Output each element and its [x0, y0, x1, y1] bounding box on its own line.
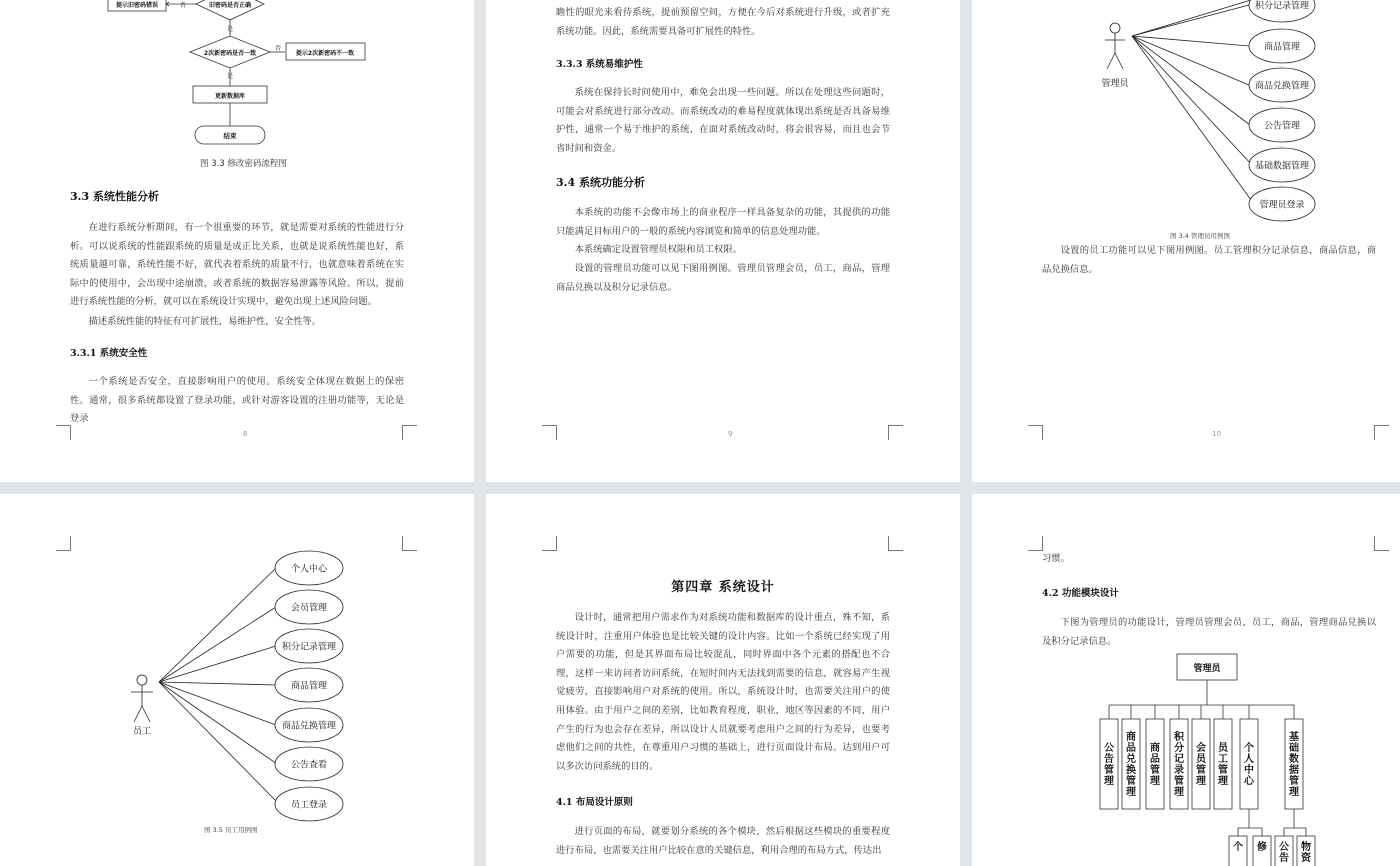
flow-label-no1: 否: [180, 2, 187, 9]
submodule-label: 修: [1257, 842, 1267, 853]
usecase-label: 个人中心: [290, 564, 328, 575]
paragraph: 本系统的功能不会像市场上的商业程序一样具备复杂的功能，其提供的功能只能满足目标用户的一般的系统内容浏览和简单的信息处理功能。: [556, 207, 890, 237]
section-heading: 3.4 系统功能分析: [556, 176, 645, 189]
section-heading: 4.1 布局设计原则: [556, 797, 633, 808]
actor-admin-label: 管理员: [1101, 79, 1129, 89]
paragraph: 系统在保持长时间使用中，难免会出现一些问题。所以在处理这些问题时，可能会对系统进行部分改动。而系统改动的难易程度就体现出系统是否具备易维护性，通常一个易于维护的系统，在面对系统改动时，将会很容易，而且也会节省时间和资金。: [556, 87, 890, 154]
usecase-label: 商品兑换管理: [281, 721, 337, 732]
document-page-employee-usecase: [0, 494, 474, 866]
section-heading: 3.3 系统性能分析: [70, 190, 159, 203]
paragraph: 一个系统是否安全，直接影响用户的使用。系统安全体现在数据上的保密性。通常，很多系统都设置了登录功能，或针对游客设置的注册功能等，无论是登录: [70, 376, 404, 425]
flow-node-confirm-label: 2次新密码是否一致: [203, 50, 257, 57]
actor-employee-label: 员工: [132, 727, 152, 737]
page-number: 9: [728, 430, 733, 438]
paragraph: 设置的管理员功能可以见下图用例图。管理员管理会员，员工，商品，管理商品兑换以及积分记录信息。: [556, 263, 890, 293]
usecase-label: 基础数据管理: [1254, 161, 1310, 172]
usecase-label: 商品管理: [290, 681, 328, 692]
flow-node-mismatch-label: 提示2次新密码不一致: [295, 50, 355, 57]
figure-caption: 图 3.4 管理员用例图: [1170, 232, 1230, 240]
document-page-chapter4: [486, 494, 960, 866]
paragraph: 描述系统性能的特征有可扩展性，易维护性，安全性等。: [88, 316, 322, 327]
submodule-label: 物资: [1301, 842, 1311, 864]
usecase-label: 会员管理: [290, 603, 328, 614]
page-number: 8: [243, 430, 248, 438]
paragraph: 在进行系统分析期间，有一个很重要的环节，就是需要对系统的性能进行分析。可以说系统的性能跟系统的质量是成正比关系，也就是说系统性能也好，系统质量越可靠，系统性能不好，就代表着系统的质量不行，也就意味着系统在实际中的使用中，会出现中途崩溃，或者系统的数据容易泄露等风险。所以，提前进行系统性能的分析，就可以在系统设计实现中，避免出现上述风险问题。: [70, 222, 404, 308]
section-heading: 4.2 功能模块设计: [1042, 588, 1119, 599]
corner-mark: [402, 425, 417, 440]
module-label: 员工管理: [1218, 743, 1228, 787]
usecase-label: 员工登录: [290, 800, 328, 811]
flow-node-old-check-label: 旧密码是否正确: [208, 2, 252, 9]
usecase-label: 积分记录管理: [1254, 1, 1310, 12]
flow-label-yes1: 是: [227, 26, 234, 33]
usecase-label: 积分记录管理: [281, 642, 337, 653]
figure-caption: 图 3.3 修改密码流程图: [200, 159, 287, 169]
module-label: 个人中心: [1244, 743, 1254, 787]
flow-node-update-db-label: 更新数据库: [214, 93, 246, 100]
module-label: 商品管理: [1150, 743, 1160, 787]
module-label: 会员管理: [1196, 743, 1206, 787]
module-label: 商品兑换管理: [1126, 732, 1136, 798]
employee-usecase-diagram: [0, 494, 474, 834]
corner-mark: [56, 425, 71, 440]
tree-root-label: 管理员: [1193, 664, 1221, 674]
document-page-8: [0, 0, 474, 482]
usecase-label: 公告查看: [290, 760, 328, 771]
usecase-label: 商品兑换管理: [1254, 81, 1310, 92]
subsection-heading: 3.3.3 系统易维护性: [556, 59, 643, 70]
paragraph: 设置的员工功能可以见下图用例图。员工管理积分记录信息，商品信息，商品兑换信息。: [1042, 245, 1376, 275]
corner-mark: [1374, 425, 1389, 440]
usecase-label: 管理员登录: [1259, 200, 1305, 211]
chapter-title: 第四章 系统设计: [671, 580, 775, 595]
document-page-9: [486, 0, 960, 482]
corner-mark: [888, 425, 903, 440]
submodule-label: 个: [1233, 842, 1243, 853]
corner-mark: [888, 536, 903, 551]
flow-label-no2: 否: [275, 45, 282, 52]
paragraph: 瞻性的眼光来看待系统，提前预留空间，方便在今后对系统进行升级，或者扩充系统功能。因此，系统需要具备可扩展性的特性。: [556, 7, 890, 37]
paragraph: 习惯。: [1042, 553, 1070, 564]
module-tree-diagram: [972, 494, 1400, 866]
page-number: 10: [1212, 430, 1221, 438]
figure-caption: 图 3.5 员工用例图: [204, 826, 258, 834]
module-label: 公告管理: [1104, 743, 1114, 787]
corner-mark: [1028, 425, 1043, 440]
subsection-heading: 3.3.1 系统安全性: [70, 348, 148, 359]
flow-label-yes2: 是: [227, 73, 234, 80]
module-label: 积分记录管理: [1174, 732, 1184, 798]
module-label: 基础数据管理: [1289, 732, 1299, 798]
flow-node-end-label: 结束: [223, 132, 237, 140]
paragraph: 设计时，通常把用户需求作为对系统功能和数据库的设计重点，殊不知，系统设计时，注重用户体验也是比较关键的设计内容。比如一个系统已经实现了用户需要的功能，但是其界面布局比较混乱，同时界面中各个元素的搭配也不合理，这样一来访问者访问系统，在短时间内无法找到需要的信息，就容易产生视觉疲劳，直接影响用户对系统的使用。所以，系统设计时，也需要关注用户的使用体验。由于用户之间的差别，比如教育程度，职业，地区等因素的不同，用户产生的行为也会存在差异，所以设计人员就要考虑用户之间的行为差异，也要考虑他们之间的共性，在尊重用户习惯的基础上，进行页面设计布局。达到用户可以多次访问系统的目的。: [556, 612, 890, 772]
paragraph: 进行页面的布局，就要划分系统的各个模块，然后根据这些模块的重要程度进行布局，也需要关注用户比较在意的关键信息，利用合理的布局方式，传达出: [556, 826, 890, 856]
usecase-label: 公告管理: [1263, 121, 1301, 132]
corner-mark: [542, 536, 557, 551]
admin-usecase-diagram: [972, 0, 1400, 240]
document-page-module-design: [972, 494, 1400, 866]
flow-node-old-error-label: 提示旧密码错误: [115, 2, 159, 9]
document-page-10: [972, 0, 1400, 482]
paragraph: 本系统确定设置管理员权限和员工权限。: [574, 244, 742, 255]
password-flowchart: [0, 0, 474, 150]
usecase-label: 商品管理: [1263, 42, 1301, 53]
submodule-label: 公告: [1279, 842, 1289, 864]
corner-mark: [542, 425, 557, 440]
paragraph: 下图为管理员的功能设计，管理员管理会员，员工，商品，管理商品兑换以及积分记录信息。: [1042, 617, 1376, 647]
